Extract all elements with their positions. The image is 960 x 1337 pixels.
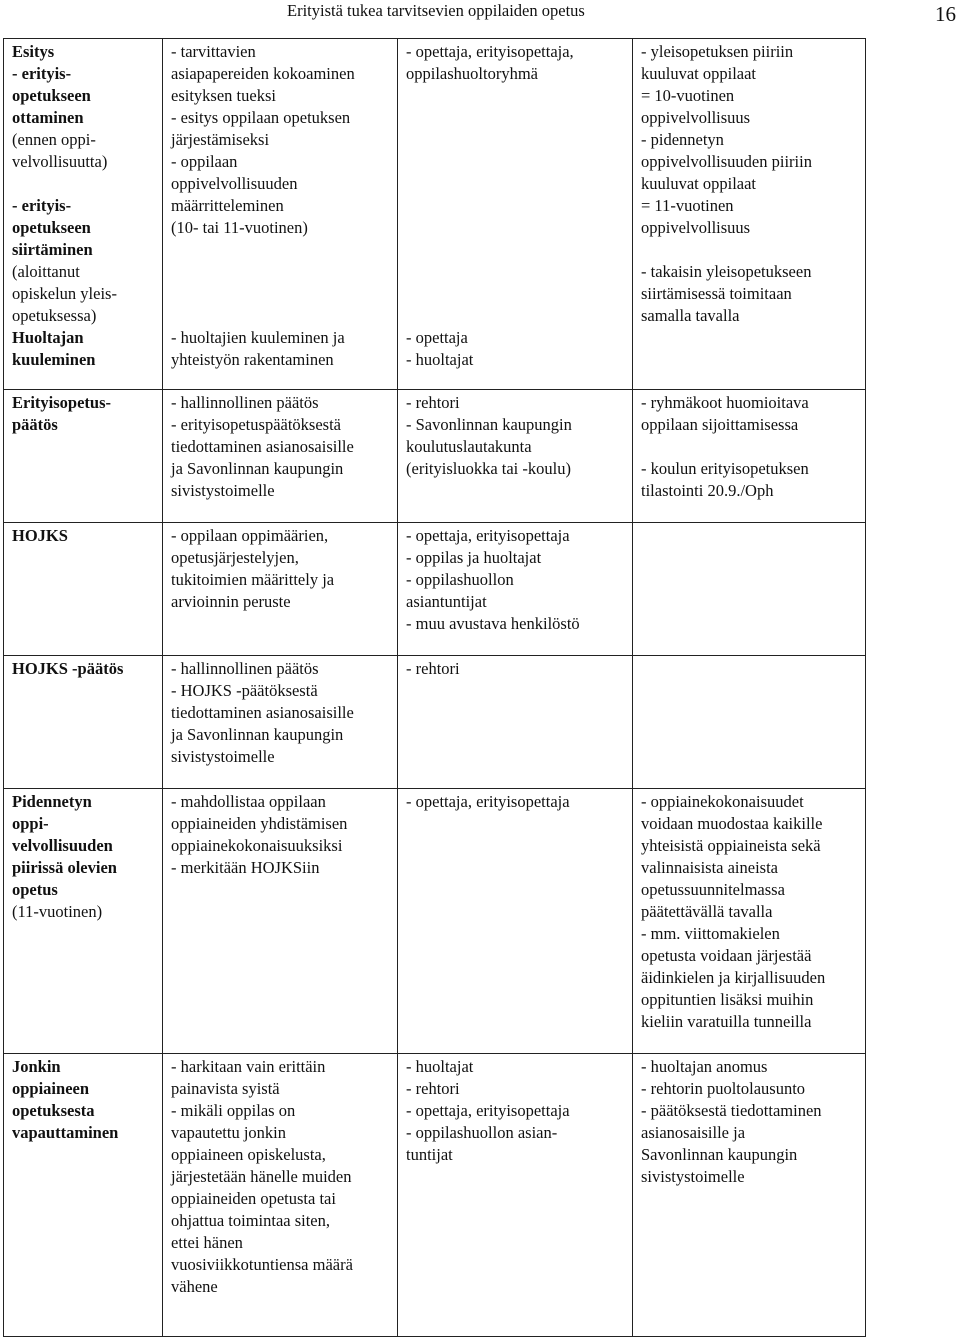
responsible-cell: - opettaja, erityisopettaja, oppilashuoltoryhmä - opettaja - huoltajat: [398, 39, 633, 390]
row-label-cell: HOJKS -päätös: [4, 656, 163, 789]
page-header: [0, 0, 960, 36]
table-row: [4, 1054, 866, 1337]
table-row: [4, 789, 866, 1054]
row-label-note: (11-vuotinen): [12, 902, 103, 921]
note-cell: - oppiainekokonaisuudet voidaan muodostaa kaikille yhteisistä oppiaineista sekä valinnaisista aineista opetussuunnitelmassa päätettävällä tavalla - mm. viittomakielen opetusta voidaan järjestää äidinkielen ja kirjallisuuden oppituntien lisäksi muihin kieliin varatuilla tunneilla: [633, 789, 866, 1054]
responsible-cell: - opettaja, erityisopettaja - oppilas ja huoltajat - oppilashuollon asiantuntijat - muu avustava henkilöstö: [398, 523, 633, 656]
note-cell: - huoltajan anomus - rehtorin puoltolausunto - päätöksestä tiedottaminen asianosaisille ja Savonlinnan kaupungin sivistystoimelle: [633, 1054, 866, 1337]
table-row: [4, 523, 866, 656]
row-label-cell: [4, 789, 163, 1054]
row-label-cell: Jonkin oppiaineen opetuksesta vapauttaminen: [4, 1054, 163, 1337]
task-cell: - oppilaan oppimäärien, opetusjärjestelyjen, tukitoimien määrittely ja arvioinnin peruste: [163, 523, 398, 656]
task-cell: - harkitaan vain erittäin painavista syistä - mikäli oppilas on vapautettu jonkin oppiaineen opiskelusta, järjestetään hänelle muiden oppiaineiden opetusta tai ohjattua toimintaa siten, ettei hänen vuosiviikkotuntiensa määrä vähene: [163, 1054, 398, 1337]
responsible-cell: - rehtori: [398, 656, 633, 789]
page-number: 16: [935, 2, 956, 26]
note-cell: [633, 656, 866, 789]
row-label: Pidennetyn oppi- velvollisuuden piirissä olevien opetus: [12, 792, 117, 899]
row-label: - erityis- opetukseen siirtäminen: [12, 196, 93, 259]
row-label-note: (aloittanut opiskelun yleis- opetuksessa): [12, 262, 117, 325]
row-label: Huoltajan kuuleminen: [12, 328, 96, 369]
row-label-note: (ennen oppi- velvollisuutta): [12, 130, 108, 171]
header-title: Erityistä tukea tarvitsevien oppilaiden opetus: [287, 1, 585, 20]
responsible-cell: - opettaja, erityisopettaja: [398, 789, 633, 1054]
responsible-cell: - rehtori - Savonlinnan kaupungin koulutuslautakunta (erityisluokka tai -koulu): [398, 390, 633, 523]
task-cell: - hallinnollinen päätös - erityisopetuspäätöksestä tiedottaminen asianosaisille ja Savonlinnan kaupungin sivistystoimelle: [163, 390, 398, 523]
process-table: [3, 38, 866, 1337]
row-label-cell: [4, 39, 163, 390]
task-cell: - mahdollistaa oppilaan oppiaineiden yhdistämisen oppiainekokonaisuuksiksi - merkitään HOJKSiin: [163, 789, 398, 1054]
row-label-cell: Erityisopetus- päätös: [4, 390, 163, 523]
note-cell: - yleisopetuksen piiriin kuuluvat oppilaat = 10-vuotinen oppivelvollisuus - pidennetyn oppivelvollisuuden piiriin kuuluvat oppilaat = 11-vuotinen oppivelvollisuus - takaisin yleisopetukseen siirtämisessä toimitaan samalla tavalla: [633, 39, 866, 390]
responsible-cell: - huoltajat - rehtori - opettaja, erityisopettaja - oppilashuollon asian- tuntijat: [398, 1054, 633, 1337]
table-row: [4, 390, 866, 523]
table-row: [4, 39, 866, 390]
task-cell: - tarvittavien asiapapereiden kokoaminen esityksen tueksi - esitys oppilaan opetuksen järjestämiseksi - oppilaan oppivelvollisuuden määrritteleminen (10- tai 11-vuotinen) - huoltajien kuuleminen ja yhteistyön rakentaminen: [163, 39, 398, 390]
row-label: Esitys - erityis- opetukseen ottaminen: [12, 42, 91, 127]
task-cell: - hallinnollinen päätös - HOJKS -päätöksestä tiedottaminen asianosaisille ja Savonlinnan kaupungin sivistystoimelle: [163, 656, 398, 789]
note-cell: [633, 523, 866, 656]
row-label-cell: HOJKS: [4, 523, 163, 656]
table-row: [4, 656, 866, 789]
note-cell: - ryhmäkoot huomioitava oppilaan sijoittamisessa - koulun erityisopetuksen tilastointi 20.9./Oph: [633, 390, 866, 523]
